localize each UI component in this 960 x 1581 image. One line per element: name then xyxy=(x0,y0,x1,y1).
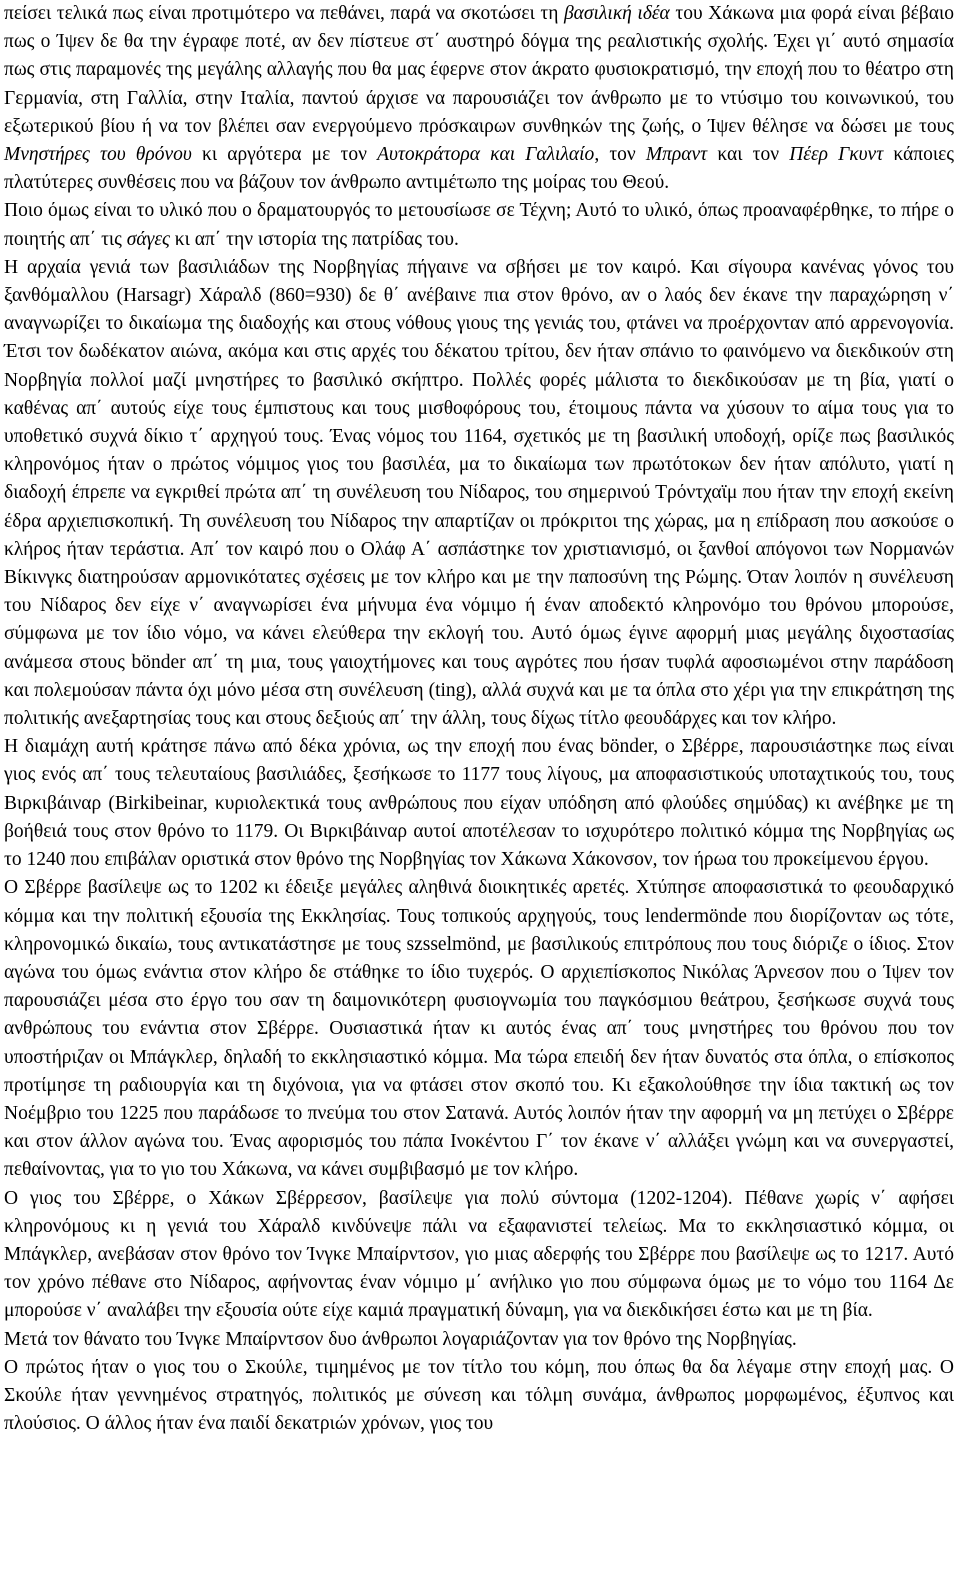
italic-text: Μνηστήρες του θρόνου xyxy=(4,144,192,166)
paragraph-8 xyxy=(4,1354,954,1439)
paragraph-1 xyxy=(4,0,954,197)
italic-text: βασιλική ιδέα xyxy=(563,3,670,24)
text-run: και τον xyxy=(707,144,790,166)
text-run: Ο Σβέρρε βασίλεψε ως το 1202 κι έδειξε μεγάλες αληθινά διοικητικές αρετές. Χτύπησε αποφασιστικά το φεουδαρχικό κόμμα και την πολιτική εξουσία της Εκκλησίας. Τους τοπικούς αρχηγούς, τους lendermönde που διορίζονταν ως τότε, κληρονομικώ δικαίω, τους αντικατάστησε με τους szsselmönd, με βασιλικούς επιτρόπους που τους διόριζε ο ίδιος. Στον αγώνα του όμως ενάντια στον κλήρο δε στάθηκε το ίδιο τυχερός. Ο αρχιεπίσκοπος Νικόλας Άρνεσον που ο Ίψεν τον παρουσιάζει μέσα στο έργο του σαν τη δαιμονικότερη φυσιογνωμία του παγκόσμιου θεάτρου, ξεσήκωσε συχνά τους ανθρώπους του ενάντια στον Σβέρρε. Ουσιαστικά ήταν κι αυτός ένας απ΄ τους μνηστήρες του θρόνου που τον υποστήριζαν οι Μπάγκλερ, δηλαδή το εκκλησιαστικό κόμμα. Μα τώρα επειδή δεν ήταν δυνατός στα όπλα, ο επίσκοπος προτίμησε τη ραδιουργία και τη διχόνοια, για να φτάσει στον σκοπό του. Κι εξακολούθησε την ίδια τακτική ως τον Νοέμβριο του 1225 που παράδωσε το πνεύμα του στον Σατανά. Αυτός λοιπόν ήταν την αφορμή να μη πετύχει ο Σβέρρε και στον άλλον αγώνα του. Ένας αφορισμός του πάπα Ινοκέντου Γ΄ τον έκανε ν΄ αλλάξει γνώμη και να συνεργαστεί, πεθαίνοντας, για το γιο του Χάκωνα, να κάνει συμβιβασμό με τον κλήρο. xyxy=(4,877,954,1181)
text-run: Ποιο όμως είναι το υλικό που ο δραματουργός το μετουσίωσε σε Τέχνη; Αυτό το υλικό, όπως προαναφέρθηκε, το πήρε ο ποιητής απ΄ τις xyxy=(4,200,954,250)
italic-text: Πέερ Γκυντ xyxy=(789,144,884,166)
italic-text: Αυτοκράτορα και Γαλιλαίο xyxy=(377,144,595,166)
text-run: Η διαμάχη αυτή κράτησε πάνω από δέκα χρόνια, ως την εποχή που ένας bönder, ο Σβέρρε, παρουσιάστηκε πως είναι γιος ενός απ΄ τους τελευταίους βασιλιάδες, ξεσήκωσε το 1177 τους λίγους, μα αποφασιστικούς υποταχτικούς του, τους Βιρκιβάιναρ (Birkibeinar, κυριολεκτικά τους ανθρώπους που είχαν υπόδηση από φλούδες σημύδας) κι ανέβηκε με τη βοήθειά τους στον θρόνο το 1179. Οι Βιρκιβάιναρ αυτοί αποτέλεσαν το ισχυρότερο πολιτικό κόμμα της Νορβηγίας ως το 1240 που επιβάλαν οριστικά στον θρόνο της Νορβηγίας τον Χάκωνα Χάκονσον, τον ήρωα του προκείμενου έργου. xyxy=(4,736,954,871)
paragraph-5 xyxy=(4,874,954,1184)
paragraph-2 xyxy=(4,197,954,253)
text-run: κάποιες πλατύτερες συνθέσεις που να βάζουν τον άνθρωπο αντιμέτωπο της μοίρας του Θεού. xyxy=(4,144,954,194)
text-run: πείσει τελικά πως είναι προτιμότερο να πεθάνει, παρά να σκοτώσει τη xyxy=(4,3,564,24)
italic-text: Μπραντ xyxy=(645,144,708,166)
paragraph-3 xyxy=(4,254,954,733)
text-run: κι απ΄ την ιστορία της πατρίδας του. xyxy=(169,228,459,250)
paragraph-7 xyxy=(4,1326,954,1354)
text-run: Ο πρώτος ήταν ο γιος του ο Σκούλε, τιμημένος με τον τίτλο του κόμη, που όπως θα δα λέγαμε στην εποχή μας. Ο Σκούλε ήταν γεννημένος στρατηγός, πολιτικός με σύνεση και τόλμη συνάμα, άνθρωπος μορφωμένος, έξυπνος και πλούσιος. Ο άλλος ήταν ένα παιδί δεκατριών χρόνων, γιος του xyxy=(4,1356,954,1435)
text-run: , τον xyxy=(594,144,646,166)
text-run: Ο γιος του Σβέρρε, ο Χάκων Σβέρρεσον, βασίλεψε για πολύ σύντομα (1202-1204). Πέθανε χωρίς ν΄ αφήσει κληρονόμους κι η γενιά του Χάραλδ κινδύνεψε πάλι να εξαφανιστεί τελείως. Μα το εκκλησιαστικό κόμμα, οι Μπάγκλερ, ανεβάσαν στον θρόνο τον Ίνγκε Μπαίρντσον, γιο μιας αδερφής του Σβέρρε που βασίλεψε ως το 1217. Αυτό τον χρόνο πέθανε στο Νίδαρος, αφήνοντας έναν νόμιμο μ΄ ανήλικο γιο που σύμφωνα όμως με το νόμο του 1164 Δε μπορούσε ν΄ αναλάβει την εξουσία ούτε είχε καμιά πραγματική δύναμη, για να διεκδικήσει έστω και με τη βία. xyxy=(4,1187,954,1322)
paragraph-6 xyxy=(4,1185,954,1326)
italic-text: σάγες xyxy=(126,228,170,250)
text-run: Μετά τον θάνατο του Ίνγκε Μπαίρντσον δυο άνθρωποι λογαριάζονταν για τον θρόνο της Νορβηγίας. xyxy=(4,1328,797,1350)
paragraph-4 xyxy=(4,733,954,874)
text-run: κι αργότερα με τον xyxy=(191,144,378,166)
text-run: Η αρχαία γενιά των βασιλιάδων της Νορβηγίας πήγαινε να σβήσει με τον καιρό. Και σίγουρα κανένας γόνος του ξανθόμαλλου (Harsagr) Χάραλδ (860=930) δε θ΄ ανέβαινε πια στον θρόνο, αν ο λαός δεν έκανε την παραχώρηση ν΄ αναγνωρίζει το δικαίωμα της διαδοχής και στους νόθους γιους της γενιάς του, φτάνει να προέρχονταν από αρρενογονία. Έτσι τον δωδέκατον αιώνα, ακόμα και στις αρχές του δέκατου τρίτου, δεν ήταν σπάνιο το φαινόμενο να διεκδικούν στη Νορβηγία πολλοί μαζί μνηστήρες το βασιλικό σκήπτρο. Πολλές φορές μάλιστα το διεκδικούσαν με τη βία, γιατί ο καθένας απ΄ αυτούς είχε τους έμπιστους και τους μισθοφόρους του, έτοιμους πάντα να χύσουν το αίμα τους για το υποθετικό συχνά δίκιο τ΄ αρχηγού τους. Ένας νόμος του 1164, σχετικός με τη βασιλική υποδοχή, ορίζε πως βασιλικός κληρονόμος ήταν ο πρώτος νόμιμος γιος του βασιλέα, μα το δικαίωμα των πρωτότοκων δεν ήταν απόλυτο, γιατί η διαδοχή έπρεπε να εγκριθεί πρώτα απ΄ τη συνέλευση του Νίδαρος, του σημερινού Τρόντχαϊμ που ήταν την εποχή εκείνη έδρα αρχιεπισκοπική. Τη συνέλευση του Νίδαρος την απαρτίζαν οι πρόκριτοι της χώρας, μα η επίδραση που ασκούσε ο κλήρος ήταν τεράστια. Απ΄ τον καιρό που ο Ολάφ Α΄ ασπάστηκε τον χριστιανισμό, οι ξανθοί απόγονοι των Νορμανών Βίκινγκς διατηρούσαν αρμονικότατες σχέσεις με τον κλήρο και με την παποσύνη της Ρώμης. Όταν λοιπόν η συνέλευση του Νίδαρος δεν είχε ν΄ αναγνωρίσει ένα μήνυμα ένα νόμιμο ή έναν αποδεκτό κληρονόμο του θρόνου μπορούσε, σύμφωνα με τον ίδιο νόμο, να κάνει ελεύθερα την εκλογή του. Αυτό όμως έγινε αφορμή μιας μεγάλης διχοστασίας ανάμεσα στους bönder απ΄ τη μια, τους γαιοχτήμονες και τους αγρότες που ήσαν τυφλά αφοσιωμένοι στην παράδοση και πολεμούσαν πάντα όχι μόνο μέσα στη συνέλευση (ting), αλλά συχνά και με τα όπλα στο χέρι για την επικράτηση της πολιτικής ανεξαρτησίας τους και στους δεξιούς απ΄ την άλλη, τους δίχως τίτλο φεουδάρχες και τον κλήρο. xyxy=(4,256,954,730)
text-run: του Χάκωνα μια φορά είναι βέβαιο πως ο Ίψεν δε θα την έγραφε ποτέ, αν δεν πίστευε στ΄ αυστηρό δόγμα της ρεαλιστικής σχολής. Έχει γι΄ αυτό σημασία πως στις παραμονές της μεγάλης αλλαγής που θα μας έφερνε στον άκρατο φυσιοκρατισμό, την εποχή που το θέατρο στη Γερμανία, στη Γαλλία, στην Ιταλία, παντού άρχισε να παρουσιάζει τον άνθρωπο με το ντύσιμο του κοινωνικού, του εξωτερικού βίου ή να τον βλέπει σαν ενεργούμενο πρόσκαιρων συνθηκών της ζωής, ο Ίψεν θέλησε να δώσει με τους xyxy=(4,3,954,137)
